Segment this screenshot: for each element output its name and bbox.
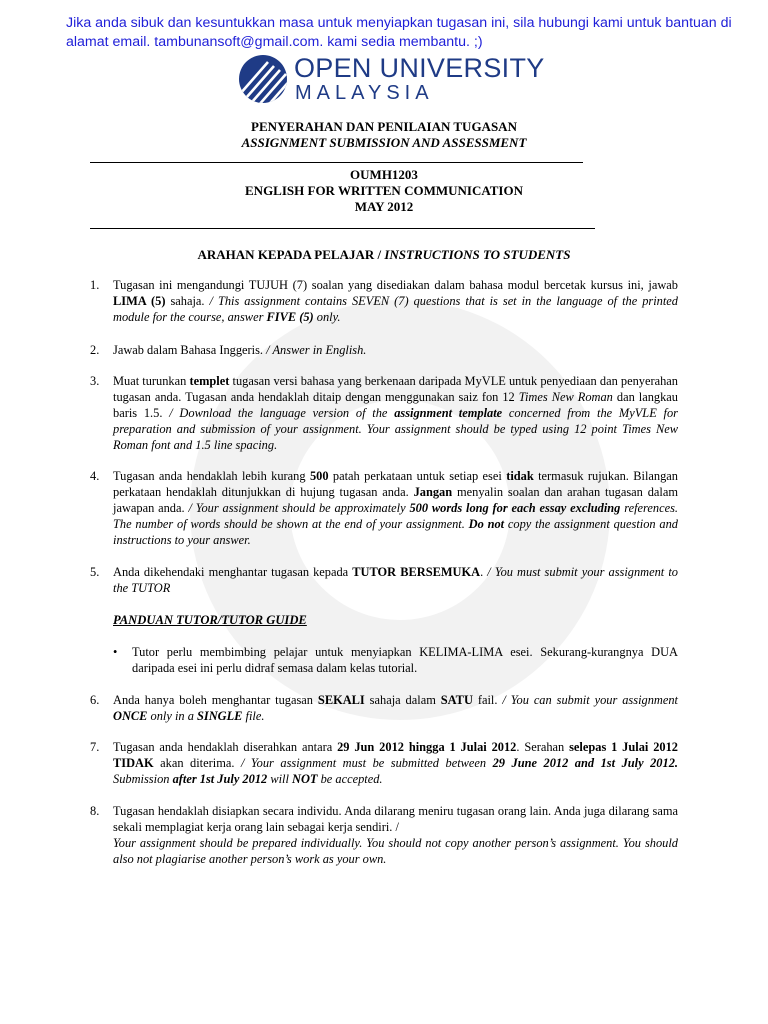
divider-top (90, 162, 583, 163)
tutor-guide-bullet: • Tutor perlu membimbing pelajar untuk menyiapkan KELIMA-LIMA esei. Sekurang-kurangnya DUA daripada esei ini perlu didraf semasa dalam kelas tutorial. (113, 645, 678, 675)
instructions-heading: ARAHAN KEPADA PELAJAR / INSTRUCTIONS TO STUDENTS (197, 247, 571, 262)
instruction-item: 2. Jawab dalam Bahasa Inggeris. / Answer in English. (90, 343, 367, 357)
promo-notice: Jika anda sibuk dan kesuntukkan masa untuk menyiapkan tugasan ini, sila hubungi kami untuk bantuan di alamat email. tambunansoft@gmail.com. kami sedia membantu. ;) (66, 15, 732, 50)
course-title: ENGLISH FOR WRITTEN COMMUNICATION (245, 183, 523, 198)
oum-logo (238, 53, 545, 106)
instruction-item: 1. Tugasan ini mengandungi TUJUH (7) soalan yang disediakan dalam bahasa modul bercetak kursus ini, jawab LIMA (5) sahaja. / This assignment contains SEVEN (7) questions that is set in the language of the printed module for the course, answer FIVE (5) only. (90, 278, 678, 324)
course-code: OUMH1203 (350, 167, 418, 182)
instruction-item: 5. Anda dikehendaki menghantar tugasan kepada TUTOR BERSEMUKA. / You must submit your assignment to the TUTOR (90, 565, 678, 595)
bullet-icon: • (113, 645, 118, 659)
oum-logo-icon (238, 54, 288, 104)
logo-line2: MALAYSIA (295, 82, 434, 104)
instruction-item: 7. Tugasan anda hendaklah diserahkan antara 29 Jun 2012 hingga 1 Julai 2012. Serahan selepas 1 Julai 2012 TIDAK akan diterima. / Your assignment must be submitted between 29 June 2012 and 1st July 2012. Submission after 1st July 2012 will NOT be accepted. (90, 740, 678, 786)
title-malay: PENYERAHAN DAN PENILAIAN TUGASAN (251, 119, 517, 134)
instruction-item: 4. Tugasan anda hendaklah lebih kurang 500 patah perkataan untuk setiap esei tidak termasuk rujukan. Bilangan perkataan hendaklah ditunjukkan di hujung tugasan anda. Jangan menyalin soalan dan arahan tugasan dalam jawapan anda. / Your assignment should be approximately 500 words long for each essay excluding references. The number of words should be shown at the end of your assignment. Do not copy the assignment question and instructions to your answer. (90, 469, 678, 547)
tutor-guide-heading: PANDUAN TUTOR/TUTOR GUIDE (113, 613, 307, 627)
instruction-item: 8. Tugasan hendaklah disiapkan secara individu. Anda dilarang meniru tugasan orang lain. Anda juga dilarang sama sekali memplagiat kerja orang lain sebagai kerja sendiri. / Your assignment should be prepared individually. You should not copy another person’s assignment. You should also not plagiarise another person’s work as your own. (90, 804, 678, 866)
instruction-item: 3. Muat turunkan templet tugasan versi bahasa yang berkenaan daripada MyVLE untuk penyediaan dan penyerahan tugasan anda. Tugasan anda hendaklah ditaip dengan menggunakan saiz fon 12 Times New Roman dan langkau baris 1.5. / Download the language version of the assignment template concerned from the MyVLE for preparation and submission of your assignment. Your assignment should be typed using 12 point Times New Roman font and 1.5 line spacing. (90, 374, 678, 452)
logo-line1: OPEN UNIVERSITY (294, 53, 545, 83)
instruction-item: 6. Anda hanya boleh menghantar tugasan SEKALI sahaja dalam SATU fail. / You can submit your assignment ONCE only in a SINGLE file. (90, 693, 678, 723)
divider-bottom (90, 228, 595, 229)
title-english: ASSIGNMENT SUBMISSION AND ASSESSMENT (241, 135, 527, 150)
semester: MAY 2012 (354, 199, 414, 214)
